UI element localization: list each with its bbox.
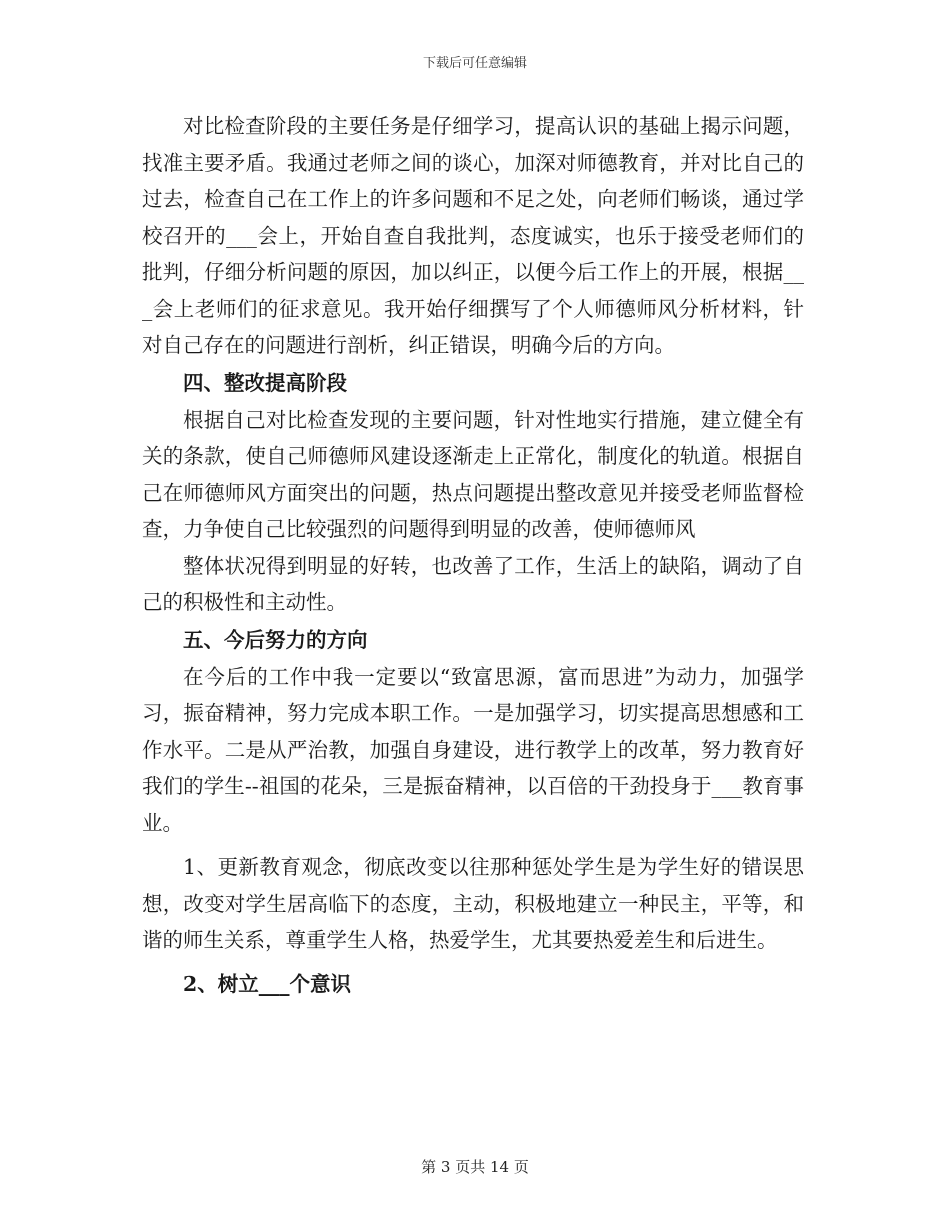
section-heading-future-direction: 五、今后努力的方向: [183, 627, 368, 652]
page-footer: 第 3 页共 14 页: [421, 1158, 529, 1176]
subheading-awareness: 2、树立___个意识: [183, 971, 352, 996]
paragraph-review-stage: 对比检查阶段的主要任务是仔细学习，提高认识的基础上揭示问题，找准主要矛盾。我通过老师之间的谈心，加深对师德教育，并对比自己的过去，检查自己在工作上的许多问题和不足之处，向老师们畅谈，通过学校召开的___会上，开始自查自我批判，态度诚实，也乐于接受老师们的批判，仔细分析问题的原因，加以纠正，以便今后工作上的开展，根据___会上老师们的征求意见。我开始仔细撰写了个人师德师风分析材料，针对自己存在的问题进行剖析，纠正错误，明确今后的方向。: [142, 114, 804, 357]
paragraph-overall-improvement: 整体状况得到明显的好转，也改善了工作，生活上的缺陷，调动了自己的积极性和主动性。: [142, 553, 804, 614]
paragraph-update-concepts: 1、更新教育观念，彻底改变以往那种惩处学生是为学生好的错误思想，改变对学生居高临下的态度，主动，积极地建立一种民主，平等，和谐的师生关系，尊重学生人格，热爱学生，尤其要热爱差生和后进生。: [142, 855, 804, 952]
page-header: 下载后可任意编辑: [422, 56, 527, 71]
section-heading-rectification: 四、整改提高阶段: [183, 370, 347, 395]
paragraph-rectification: 根据自己对比检查发现的主要问题，针对性地实行措施，建立健全有关的条款，使自己师德师风建设逐渐走上正常化，制度化的轨道。根据自己在师德师风方面突出的问题，热点问题提出整改意见并接受老师监督检查，力争使自己比较强烈的问题得到明显的改善，使师德师风: [142, 407, 804, 541]
document-body: [142, 108, 804, 1003]
paragraph-future-work: 在今后的工作中我一定要以“致富思源，富而思进”为动力，加强学习，振奋精神，努力完成本职工作。一是加强学习，切实提高思想感和工作水平。二是从严治教，加强自身建设，进行教学上的改革，努力教育好我们的学生--祖国的花朵，三是振奋精神，以百倍的干劲投身于___教育事业。: [142, 664, 804, 835]
